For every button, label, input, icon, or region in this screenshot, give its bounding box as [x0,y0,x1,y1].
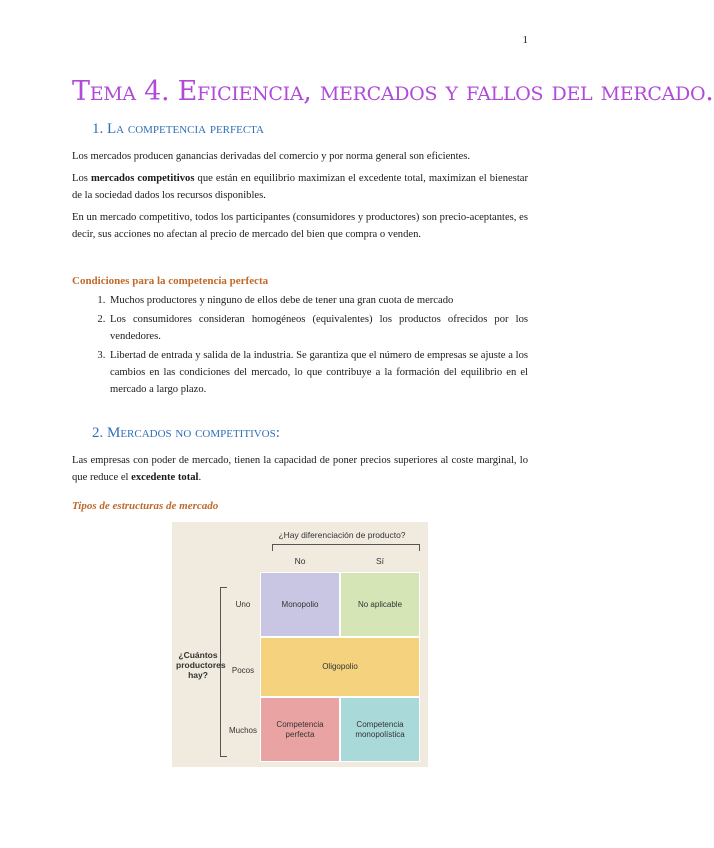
conditions-list [72,292,528,400]
text: que están en equilibrio maximizan el excedente total, maximizan el bienestar de la sociedad dados los recursos disponibles. [72,173,528,201]
row-label-uno: Uno [235,600,251,609]
paragraph-poder-de-mercado [72,452,528,486]
cell-oligopolio: Oligopolio [260,637,420,697]
list-item: 3. Libertad de entrada y salida de la industria. Se garantiza que el número de empresas se ajuste a los cambios en las condiciones del mercado, lo que contribuye a la formación del equilibrio en el mercado a largo plazo. [108,347,528,398]
paragraph-mercados-competitivos [72,170,528,204]
text: . [198,472,202,483]
subheading-tipos-estructuras: Tipos de estructuras de mercado [72,500,219,512]
row-label-muchos: Muchos [228,726,257,735]
figure-question-producers: ¿Cuántos productores hay? [176,650,226,680]
cell-competencia-perfecta: Competencia perfecta [260,697,340,762]
market-structure-figure [172,522,428,767]
row-label-pocos: Pocos [231,666,255,675]
section-heading-mercados-no-competitivos: 2. Mercados no competitivos: [92,425,280,441]
section-heading-competencia-perfecta: 1. La competencia perfecta [92,121,264,137]
text: Las empresas con poder de mercado, tienen la capacidad de poner precios superiores al coste marginal, lo que reduce el [72,455,528,483]
cell-no-aplicable: No aplicable [340,572,420,637]
cell-competencia-monopolistica: Competencia monopolística [340,697,420,762]
paragraph-precio-aceptantes: En un mercado competitivo, todos los participantes (consumidores y productores) son precio-aceptantes, es decir, sus acciones no afectan al precio de mercado del bien que compra o venden. [72,212,528,240]
column-label-no: No [294,556,306,566]
page-number: 1 [522,34,528,46]
figure-question-differentiation: ¿Hay diferenciación de producto? [278,530,406,540]
column-label-si: Sí [375,556,385,566]
page-title: Tema 4. Eficiencia, mercados y fallos del mercado. [72,76,714,107]
bold-term-mercados-competitivos: mercados competitivos [90,173,195,184]
subheading-condiciones: Condiciones para la competencia perfecta [72,275,269,287]
text: Los [72,173,91,184]
list-item: 2. Los consumidores consideran homogéneos (equivalentes) los productos ofrecidos por los vendedores. [108,311,528,345]
top-bracket [272,544,420,551]
cell-monopolio: Monopolio [260,572,340,637]
bold-term-excedente-total: excedente total [131,472,199,483]
list-item: 1. Muchos productores y ninguno de ellos debe de tener una gran cuota de mercado [108,292,528,309]
paragraph-mercados-eficientes: Los mercados producen ganancias derivadas del comercio y por norma general son eficientes. [72,151,470,162]
